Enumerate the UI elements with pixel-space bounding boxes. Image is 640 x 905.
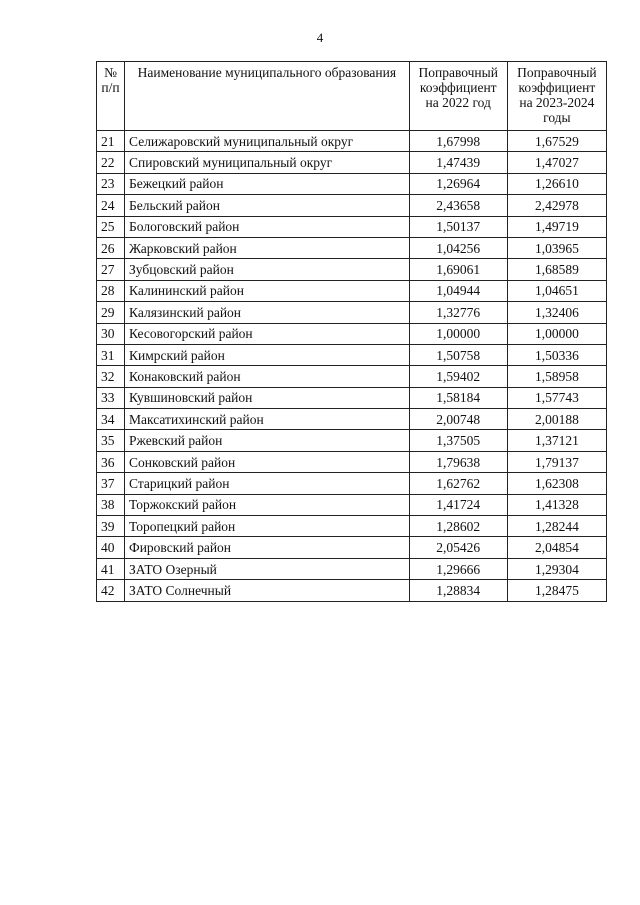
coefficient-2022-cell: 1,62762 xyxy=(409,473,507,494)
coefficient-2022-cell: 1,00000 xyxy=(409,323,507,344)
municipality-name-cell: Бологовский район xyxy=(125,216,410,237)
row-number-cell: 28 xyxy=(97,280,125,301)
header-coefficient-2023-2024: Поправочный коэффициент на 2023-2024 годы xyxy=(507,62,606,131)
row-number-cell: 30 xyxy=(97,323,125,344)
table-row xyxy=(97,366,607,387)
row-number-cell: 22 xyxy=(97,152,125,173)
table-row xyxy=(97,537,607,558)
row-number-cell: 26 xyxy=(97,237,125,258)
coefficient-2023-2024-cell: 1,32406 xyxy=(507,302,606,323)
coefficient-2023-2024-cell: 1,57743 xyxy=(507,387,606,408)
municipality-name-cell: Торжокский район xyxy=(125,494,410,515)
table-row xyxy=(97,173,607,194)
table-body xyxy=(97,131,607,602)
coefficient-2022-cell: 1,69061 xyxy=(409,259,507,280)
table-row xyxy=(97,195,607,216)
table-row xyxy=(97,259,607,280)
table-header xyxy=(97,62,607,131)
page-number: 4 xyxy=(316,30,324,45)
municipality-name-cell: Старицкий район xyxy=(125,473,410,494)
header-municipality-name: Наименование муниципального образования xyxy=(125,62,410,131)
coefficient-2022-cell: 1,59402 xyxy=(409,366,507,387)
coefficient-2022-cell: 1,50137 xyxy=(409,216,507,237)
coefficient-2023-2024-cell: 1,28244 xyxy=(507,516,606,537)
table-row xyxy=(97,280,607,301)
municipality-name-cell: ЗАТО Солнечный xyxy=(125,580,410,601)
row-number-cell: 25 xyxy=(97,216,125,237)
coefficient-2022-cell: 1,67998 xyxy=(409,131,507,152)
coefficient-2023-2024-cell: 1,41328 xyxy=(507,494,606,515)
row-number-cell: 21 xyxy=(97,131,125,152)
coefficient-2023-2024-cell: 1,26610 xyxy=(507,173,606,194)
coefficient-2023-2024-cell: 1,58958 xyxy=(507,366,606,387)
coefficient-2022-cell: 1,41724 xyxy=(409,494,507,515)
coefficients-table xyxy=(96,61,607,602)
coefficient-2023-2024-cell: 1,68589 xyxy=(507,259,606,280)
municipality-name-cell: Кимрский район xyxy=(125,344,410,365)
municipality-name-cell: Конаковский район xyxy=(125,366,410,387)
row-number-cell: 33 xyxy=(97,387,125,408)
table-row xyxy=(97,409,607,430)
coefficient-2023-2024-cell: 1,79137 xyxy=(507,451,606,472)
coefficient-2023-2024-cell: 2,00188 xyxy=(507,409,606,430)
municipality-name-cell: Селижаровский муниципальный округ xyxy=(125,131,410,152)
coefficient-2022-cell: 1,29666 xyxy=(409,558,507,579)
municipality-name-cell: Фировский район xyxy=(125,537,410,558)
municipality-name-cell: Бельский район xyxy=(125,195,410,216)
row-number-cell: 39 xyxy=(97,516,125,537)
coefficient-2023-2024-cell: 1,04651 xyxy=(507,280,606,301)
coefficient-2023-2024-cell: 2,42978 xyxy=(507,195,606,216)
table-row xyxy=(97,558,607,579)
coefficient-2022-cell: 1,79638 xyxy=(409,451,507,472)
row-number-cell: 27 xyxy=(97,259,125,280)
coefficient-2022-cell: 1,50758 xyxy=(409,344,507,365)
coefficient-2023-2024-cell: 1,37121 xyxy=(507,430,606,451)
header-row xyxy=(97,62,607,131)
table-row xyxy=(97,344,607,365)
row-number-cell: 23 xyxy=(97,173,125,194)
table-row xyxy=(97,323,607,344)
row-number-cell: 40 xyxy=(97,537,125,558)
coefficient-2023-2024-cell: 1,00000 xyxy=(507,323,606,344)
table-row xyxy=(97,430,607,451)
coefficient-2023-2024-cell: 1,67529 xyxy=(507,131,606,152)
coefficient-2022-cell: 1,28834 xyxy=(409,580,507,601)
coefficient-2023-2024-cell: 1,62308 xyxy=(507,473,606,494)
municipality-name-cell: Спировский муниципальный округ xyxy=(125,152,410,173)
table-row xyxy=(97,302,607,323)
municipality-name-cell: Ржевский район xyxy=(125,430,410,451)
table-row xyxy=(97,216,607,237)
row-number-cell: 31 xyxy=(97,344,125,365)
coefficient-2023-2024-cell: 1,03965 xyxy=(507,237,606,258)
coefficient-2022-cell: 2,00748 xyxy=(409,409,507,430)
municipality-name-cell: Жарковский район xyxy=(125,237,410,258)
municipality-name-cell: Калининский район xyxy=(125,280,410,301)
row-number-cell: 32 xyxy=(97,366,125,387)
coefficient-2023-2024-cell: 1,29304 xyxy=(507,558,606,579)
coefficient-2022-cell: 1,32776 xyxy=(409,302,507,323)
municipality-name-cell: Калязинский район xyxy=(125,302,410,323)
row-number-cell: 34 xyxy=(97,409,125,430)
municipality-name-cell: Максатихинский район xyxy=(125,409,410,430)
table-row xyxy=(97,473,607,494)
table-row xyxy=(97,516,607,537)
municipality-name-cell: ЗАТО Озерный xyxy=(125,558,410,579)
coefficient-2022-cell: 1,47439 xyxy=(409,152,507,173)
table-row xyxy=(97,451,607,472)
coefficient-2023-2024-cell: 2,04854 xyxy=(507,537,606,558)
header-coefficient-2022: Поправочный коэффициент на 2022 год xyxy=(409,62,507,131)
table-row xyxy=(97,152,607,173)
row-number-cell: 35 xyxy=(97,430,125,451)
row-number-cell: 29 xyxy=(97,302,125,323)
header-number: № п/п xyxy=(97,62,125,131)
coefficient-2023-2024-cell: 1,47027 xyxy=(507,152,606,173)
coefficient-2023-2024-cell: 1,50336 xyxy=(507,344,606,365)
municipality-name-cell: Кувшиновский район xyxy=(125,387,410,408)
row-number-cell: 38 xyxy=(97,494,125,515)
row-number-cell: 41 xyxy=(97,558,125,579)
table-row xyxy=(97,387,607,408)
coefficient-2023-2024-cell: 1,28475 xyxy=(507,580,606,601)
row-number-cell: 24 xyxy=(97,195,125,216)
municipality-name-cell: Зубцовский район xyxy=(125,259,410,280)
coefficient-2022-cell: 1,04256 xyxy=(409,237,507,258)
table-row xyxy=(97,131,607,152)
municipality-name-cell: Бежецкий район xyxy=(125,173,410,194)
coefficient-2022-cell: 1,28602 xyxy=(409,516,507,537)
row-number-cell: 37 xyxy=(97,473,125,494)
coefficient-2022-cell: 1,58184 xyxy=(409,387,507,408)
table-row xyxy=(97,580,607,601)
coefficient-2022-cell: 1,26964 xyxy=(409,173,507,194)
coefficient-2023-2024-cell: 1,49719 xyxy=(507,216,606,237)
coefficient-2022-cell: 1,37505 xyxy=(409,430,507,451)
municipality-name-cell: Сонковский район xyxy=(125,451,410,472)
row-number-cell: 42 xyxy=(97,580,125,601)
table-row xyxy=(97,494,607,515)
table-row xyxy=(97,237,607,258)
municipality-name-cell: Торопецкий район xyxy=(125,516,410,537)
coefficient-2022-cell: 2,43658 xyxy=(409,195,507,216)
row-number-cell: 36 xyxy=(97,451,125,472)
coefficient-2022-cell: 2,05426 xyxy=(409,537,507,558)
coefficient-2022-cell: 1,04944 xyxy=(409,280,507,301)
municipality-name-cell: Кесовогорский район xyxy=(125,323,410,344)
